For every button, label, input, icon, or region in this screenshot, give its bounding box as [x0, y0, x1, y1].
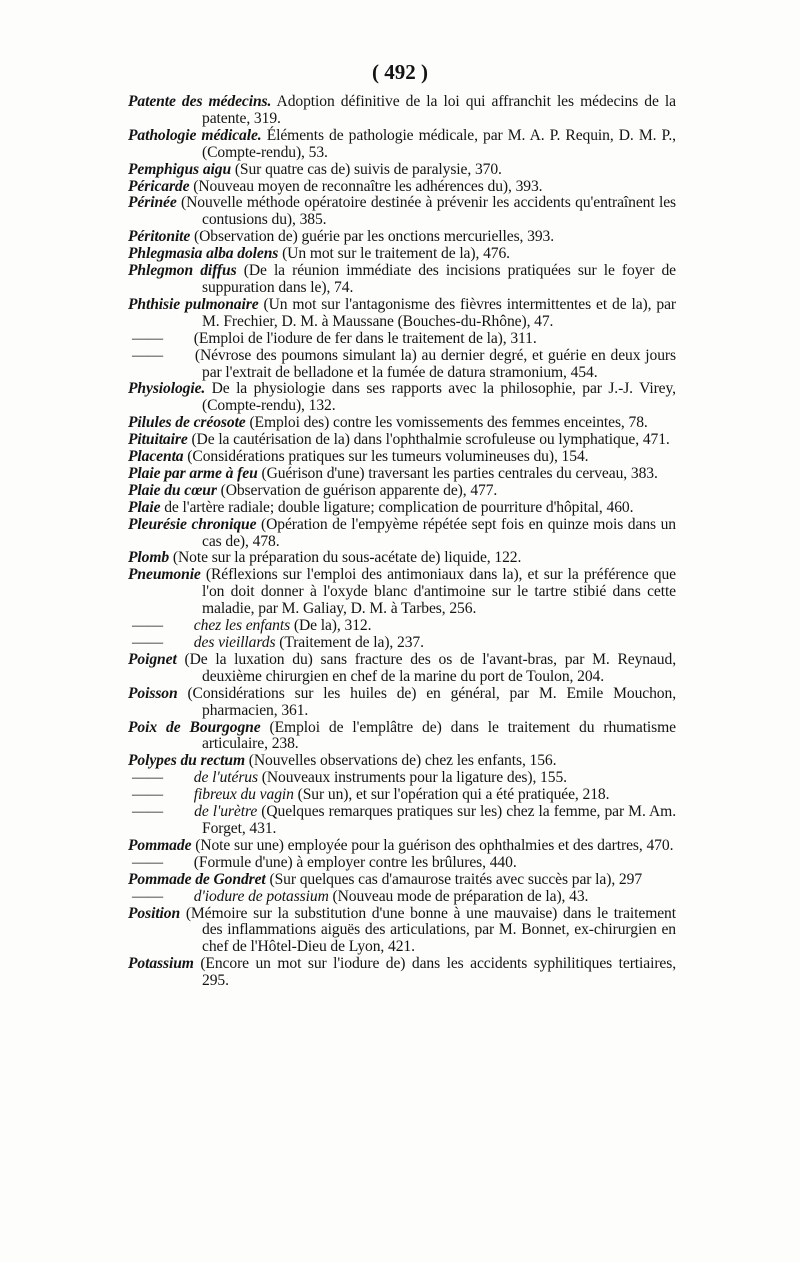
ditto-dash: ——	[132, 329, 163, 347]
index-entry	[128, 415, 676, 432]
index-entry	[128, 567, 676, 618]
entry-term: Polypes du rectum	[128, 752, 245, 770]
entry-text: (De la), 312.	[290, 617, 372, 635]
entry-term: Pilules de créosote	[128, 414, 246, 432]
index-entry	[128, 94, 676, 128]
index-entry	[128, 128, 676, 162]
index-entry	[128, 179, 676, 196]
index-entry	[128, 686, 676, 720]
ditto-dash: ——	[132, 887, 163, 905]
entry-term: Péricarde	[128, 177, 190, 195]
entry-subterm: d'iodure de potassium	[190, 887, 329, 905]
entry-text: de l'artère radiale; double ligature; complication de pourriture d'hôpital, 460.	[160, 498, 634, 516]
ditto-dash: ——	[132, 803, 163, 821]
index-entry	[128, 246, 676, 263]
index-entry	[128, 195, 676, 229]
entry-text: (Sur quatre cas de) suivis de paralysie, 370.	[231, 160, 502, 178]
index-entry	[128, 348, 676, 382]
entry-term: Position	[128, 904, 181, 922]
entry-term: Poisson	[128, 684, 178, 702]
entry-text: (Névrose des poumons simulant la) au dernier degré, et guérie en deux jours par l'extrait de belladone et la fumée de datura stramonium, 454.	[190, 346, 676, 381]
ditto-dash: ——	[132, 853, 163, 871]
entry-text: (Considérations sur les huiles de) en général, par M. Emile Mouchon, pharmacien, 361.	[177, 684, 676, 719]
entry-text: (Nouvelles observations de) chez les enfants, 156.	[244, 752, 557, 770]
index-entry	[128, 381, 676, 415]
index-entry	[128, 466, 676, 483]
entry-subterm: de l'urètre	[190, 803, 258, 821]
entry-text: (Considérations pratiques sur les tumeurs volumineuses du), 154.	[183, 448, 589, 466]
ditto-dash: ——	[132, 786, 163, 804]
index-entry	[128, 618, 676, 635]
entry-text: (Observation de) guérie par les onctions mercurielles, 393.	[190, 228, 555, 246]
entry-term: Pituitaire	[128, 431, 188, 449]
index-entry	[128, 956, 676, 990]
entry-text: Adoption définitive de la loi qui affranchit les médecins de la patente, 319.	[202, 93, 676, 127]
entry-text: (Traitement de la), 237.	[275, 634, 424, 651]
entry-term: Phlegmon diffus	[128, 262, 237, 280]
entry-term: Poignet	[128, 650, 177, 668]
index-entry	[128, 652, 676, 686]
index-entry	[128, 838, 676, 855]
entry-text: (Encore un mot sur l'iodure de) dans les accidents syphilitiques tertiaires, 295.	[193, 955, 676, 990]
entry-term: Phlegmasia alba dolens	[128, 245, 279, 263]
index-entry	[128, 297, 676, 331]
index-entries	[128, 94, 676, 990]
entry-term: Pleurésie chronique	[128, 515, 257, 533]
entry-text: (Mémoire sur la substitution d'une bonne à une mauvaise) dans le traitement des inflammations aiguës des articulations, par M. Bonnet, ex-chirurgien en chef de l'Hôtel-Dieu de Lyon, 421.	[180, 904, 676, 956]
entry-text: (De la réunion immédiate des incisions pratiquées sur le foyer de suppuration dans le), 74.	[202, 262, 676, 296]
entry-term: Pommade	[128, 836, 192, 854]
index-entry	[128, 550, 676, 567]
entry-term: Poix de Bourgogne	[128, 718, 261, 736]
entry-term: Pommade de Gondret	[128, 870, 266, 888]
entry-text: (De la luxation du) sans fracture des os de l'avant-bras, par M. Reynaud, deuxième chirurgien en chef de la marine du port de Toulon, 204.	[176, 650, 676, 685]
entry-term: Phthisie pulmonaire	[128, 295, 259, 313]
entry-text: (Observation de guérison apparente de), 477.	[216, 481, 498, 499]
entry-text: (Emploi des) contre les vomissements des femmes enceintes, 78.	[245, 414, 648, 432]
index-entry	[128, 855, 676, 872]
index-entry	[128, 720, 676, 754]
entry-text: (Sur un), et sur l'opération qui a été pratiquée, 218.	[293, 786, 610, 804]
index-entry	[128, 517, 676, 551]
index-entry	[128, 229, 676, 246]
entry-term: Pemphigus aigu	[128, 160, 232, 178]
entry-term: Potassium	[128, 955, 194, 973]
index-entry	[128, 162, 676, 179]
index-entry	[128, 635, 676, 652]
entry-term: Plaie du cœur	[128, 481, 217, 499]
index-entry	[128, 804, 676, 838]
index-entry	[128, 432, 676, 449]
index-entry	[128, 872, 676, 889]
entry-text: (De la cautérisation de la) dans l'ophthalmie scrofuleuse ou lymphatique, 471.	[187, 431, 670, 449]
entry-term: Plaie	[128, 498, 161, 516]
entry-term: Physiologie.	[128, 380, 206, 398]
entry-text: (Emploi de l'iodure de fer dans le traitement de la), 311.	[190, 329, 537, 347]
ditto-dash: ——	[132, 617, 163, 635]
entry-text: (Un mot sur le traitement de la), 476.	[278, 245, 510, 263]
entry-text: De la physiologie dans ses rapports avec la philosophie, par J.-J. Virey, (Compte-rendu), 132.	[202, 380, 676, 415]
entry-text: (Note sur une) employée pour la guérison des ophthalmies et des dartres, 470.	[191, 836, 674, 854]
entry-term: Pneumonie	[128, 566, 201, 584]
entry-term: Péritonite	[128, 228, 191, 246]
ditto-dash: ——	[132, 634, 163, 651]
page-number: ( 492 )	[372, 60, 428, 84]
entry-text: (Emploi de l'emplâtre de) dans le traitement du rhumatisme articulaire, 238.	[202, 718, 676, 753]
index-entry	[128, 263, 676, 297]
entry-term: Plomb	[128, 549, 170, 567]
index-entry	[128, 787, 676, 804]
index-entry	[128, 889, 676, 906]
entry-term: Périnée	[128, 194, 177, 212]
entry-text: (Note sur la préparation du sous-acétate de) liquide, 122.	[169, 549, 522, 567]
ditto-dash: ——	[132, 769, 163, 787]
index-entry	[128, 500, 676, 517]
entry-subterm: fibreux du vagin	[190, 786, 294, 804]
entry-term: Patente des médecins.	[128, 93, 272, 110]
entry-text: (Opération de l'empyème répétée sept fois en quinze mois dans un cas de), 478.	[202, 515, 676, 550]
entry-text: (Quelques remarques pratiques sur les) chez la femme, par M. Am. Forget, 431.	[202, 803, 676, 837]
entry-text: (Un mot sur l'antagonisme des fièvres intermittentes et de la), par M. Frechier, D. M. à Maussane (Bouches-du-Rhône), 47.	[202, 295, 676, 330]
entry-term: Plaie par arme à feu	[128, 464, 258, 482]
entry-text: (Nouveau moyen de reconnaître les adhérences du), 393.	[189, 177, 543, 195]
index-entry	[128, 331, 676, 348]
entry-text: (Formule d'une) à employer contre les brûlures, 440.	[190, 853, 517, 871]
index-entry	[128, 906, 676, 957]
entry-text: (Nouvelle méthode opératoire destinée à prévenir les accidents qu'entraînent les contusions du), 385.	[176, 194, 676, 229]
index-entry	[128, 449, 676, 466]
index-entry	[128, 753, 676, 770]
entry-subterm: chez les enfants	[190, 617, 291, 635]
entry-text: (Réflexions sur l'emploi des antimoniaux dans la), et sur la préférence que l'on doit donner à l'oxyde blanc d'antimoine sur le tartre stibié dans cette maladie, par M. Galiay, D. M. à Tarbes, 256.	[200, 566, 676, 618]
entry-text: (Nouveau mode de préparation de la), 43.	[328, 887, 589, 905]
index-entry	[128, 770, 676, 787]
entry-subterm: des vieillards	[190, 634, 276, 651]
entry-subterm: de l'utérus	[190, 769, 258, 787]
ditto-dash: ——	[132, 346, 163, 364]
entry-term: Placenta	[128, 448, 184, 466]
entry-text: (Sur quelques cas d'amaurose traités avec succès par la), 297	[265, 870, 643, 888]
entry-text: (Nouveaux instruments pour la ligature des), 155.	[257, 769, 567, 787]
entry-text: Éléments de pathologie médicale, par M. A. P. Requin, D. M. P., (Compte-rendu), 53.	[202, 126, 676, 161]
entry-text: (Guérison d'une) traversant les parties centrales du cerveau, 383.	[257, 464, 658, 482]
index-entry	[128, 483, 676, 500]
entry-term: Pathologie médicale.	[128, 126, 262, 144]
